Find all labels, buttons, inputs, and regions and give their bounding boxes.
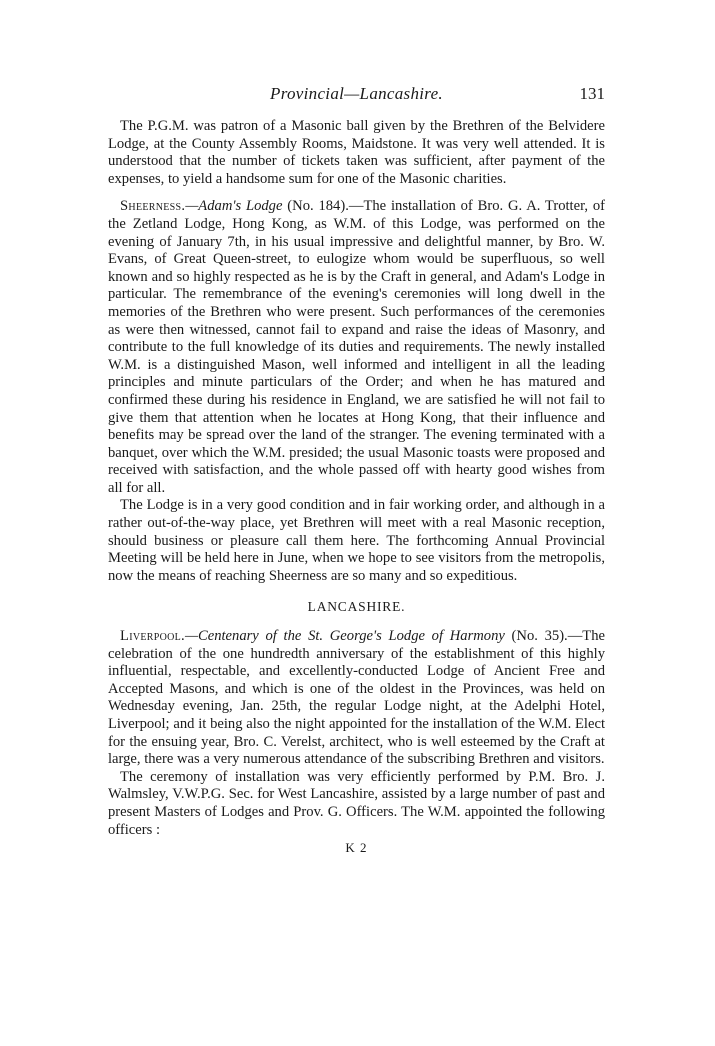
paragraph-belvidere-ball: The P.G.M. was patron of a Masonic ball given by the Brethren of the Belvidere Lodge, at the County Assembly Rooms, Maidstone. It was very well attended. It is understood that the number of tickets taken was sufficient, after payment of the expenses, to yield a handsome sum for one of the Masonic charities. xyxy=(108,118,605,187)
place-name-liverpool: Liverpool. xyxy=(120,628,186,645)
subject-centenary: —Centenary of the St. George's Lodge of Harmony xyxy=(185,628,505,645)
running-head xyxy=(108,82,605,106)
paragraph-sheerness xyxy=(108,198,605,497)
paragraph-liverpool xyxy=(108,628,605,769)
lodge-name-adams: —Adam's Lodge xyxy=(185,198,283,215)
paragraph-sheerness-text: (No. 184).—The installation of Bro. G. A. Trotter, of the Zetland Lodge, Hong Kong, as W.M. of this Lodge, was performed on the evening of January 7th, in his usual impressive and delightful manner, by Bro. W. Evans, of Great Queen-street, to eulogize whom would be superfluous, so well known and so highly respected as he is by the Craft in general, and Adam's Lodge in particular. The remembrance of the evening's ceremonies will long dwell in the memories of the Brethren who were present. Such performances of the ceremonies as were then witnessed, cannot fail to expand and raise the ideas of Masonry, and contribute to the full knowledge of its duties and requirements. The newly installed W.M. is a distinguished Mason, well informed and intelligent in all the leading principles and minute particulars of the Order; and when he has matured and confirmed these during his residence in England, we are satisfied he will not fail to give them that attention when he locates at Hong Kong, that their influence and benefits may be spread over the land of the stranger. The evening terminated with a banquet, over which the W.M. presided; the usual Masonic toasts were proposed and received with satisfaction, and the whole passed off with hearty good wishes from all for all. xyxy=(108,198,605,496)
paragraph-installation: The ceremony of installation was very efficiently performed by P.M. Bro. J. Walmsley, V.W.P.G. Sec. for West Lancashire, assisted by a large number of past and present Masters of Lodges and Prov. G. Officers. The W.M. appointed the following officers : xyxy=(108,768,605,838)
signature-mark: K 2 xyxy=(345,840,368,856)
page-number: 131 xyxy=(579,84,605,103)
running-title: Provincial—Lancashire. xyxy=(270,84,443,103)
paragraph-liverpool-text: (No. 35).—The celebration of the one hundredth anniversary of the establishment of this highly influential, respectable, and excellently-conducted Lodge of Ancient Free and Accepted Masons, and which is one of the oldest in the Provinces, was held on Wednesday evening, Jan. 25th, the regular Lodge night, at the Adelphi Hotel, Liverpool; and it being also the night appointed for the installation of the W.M. Elect for the ensuing year, Bro. C. Verelst, architect, who is well esteemed by the Craft at large, there was a very numerous attendance of the subscribing Brethren and visitors. xyxy=(108,628,605,768)
body-text xyxy=(108,118,605,857)
place-name-sheerness: Sheerness. xyxy=(120,198,186,215)
section-heading-lancashire: LANCASHIRE. xyxy=(307,599,406,615)
paragraph-lodge-condition: The Lodge is in a very good condition and in fair working order, and although in a rather out-of-the-way place, yet Brethren will meet with a real Masonic reception, should business or pleasure call them here. The forthcoming Annual Provincial Meeting will be held here in June, when we hope to see visitors from the metropolis, now the means of reaching Sheerness are so many and so expeditious. xyxy=(108,497,605,584)
